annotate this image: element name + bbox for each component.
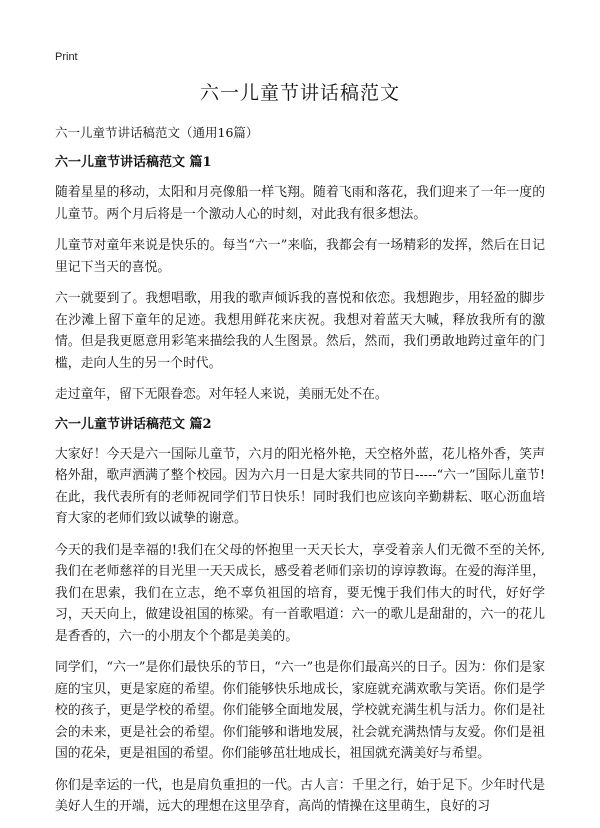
section-heading: 六一儿童节讲话稿范文 篇2 — [55, 416, 212, 432]
paragraph: 大家好！今天是六一国际儿童节，六月的阳光格外艳，天空格外蓝，花儿格外香，笑声格外甜，歌声洒满了整个校园。因为六月一日是大家共同的节日-----“六一”国际儿童节!在此，我代表所有的老师祝同学们节日快乐！同时我们也应该向辛勤耕耘、呕心沥血培育大家的老师们致以诚挚的谢意。 — [55, 446, 545, 526]
paragraph: 儿童节对童年来说是快乐的。每当“六一”来临，我都会有一场精彩的发挥，然后在日记里记下当天的喜悦。 — [55, 238, 545, 275]
section-heading: 六一儿童节讲话稿范文 篇1 — [55, 155, 212, 170]
document-title: 六一儿童节讲话稿范文 — [199, 82, 400, 104]
section-2 — [55, 416, 545, 818]
paragraph: 你们是幸运的一代，也是肩负重担的一代。古人言：千里之行，始于足下。少年时代是美好人生的开端，远大的理想在这里孕育，高尚的情操在这里萌生，良好的习 — [55, 777, 545, 814]
paragraph: 走过童年，留下无限眷恋。对年轻人来说，美丽无处不在。 — [55, 387, 388, 402]
document-subtitle: 六一儿童节讲话稿范文（通用16篇） — [55, 125, 259, 140]
print-label[interactable]: Print — [55, 51, 78, 63]
paragraph: 同学们，“六一”是你们最快乐的节日，“六一”也是你们最高兴的日子。因为：你们是家庭的宝贝，更是家庭的希望。你们能够快乐地成长，家庭就充满欢歌与笑语。你们是学校的孩子，更是学校的希望。你们能够全面地发展，学校就充满生机与活力。你们是社会的未来，更是社会的希望。你们能够和谐地发展，社会就充满热情与友爱。你们是祖国的花朵，更是祖国的希望。你们能够茁壮地成长，祖国就充满美好与希望。 — [55, 660, 545, 761]
paragraph: 六一就要到了。我想唱歌，用我的歌声倾诉我的喜悦和依恋。我想跑步，用轻盈的脚步在沙滩上留下童年的足迹。我想用鲜花来庆祝。我想对着蓝天大喊，释放我所有的激情。但是我更愿意用彩笔来描绘我的人生图景。然后，然而，我们勇敢地跨过童年的门槛，走向人生的另一个时代。 — [55, 291, 545, 371]
paragraph: 随着星星的移动，太阳和月亮像船一样飞翔。随着飞雨和落花，我们迎来了一年一度的儿童节。两个月后将是一个激动人心的时刻，对此我有很多想法。 — [55, 185, 545, 222]
paragraph: 今天的我们是幸福的!我们在父母的怀抱里一天天长大，享受着亲人们无微不至的关怀,我们在老师慈祥的目光里一天天成长，感受着老师们亲切的谆谆教诲。在爱的海洋里，我们在思索，我们在立志，绝不辜负祖国的培育，要无愧于我们伟大的时代，好好学习，天天向上，做建设祖国的栋梁。有一首歌唱道：六一的歌儿是甜甜的，六一的花儿是香香的，六一的小朋友个个都是美美的。 — [55, 542, 545, 644]
section-1 — [55, 154, 545, 406]
